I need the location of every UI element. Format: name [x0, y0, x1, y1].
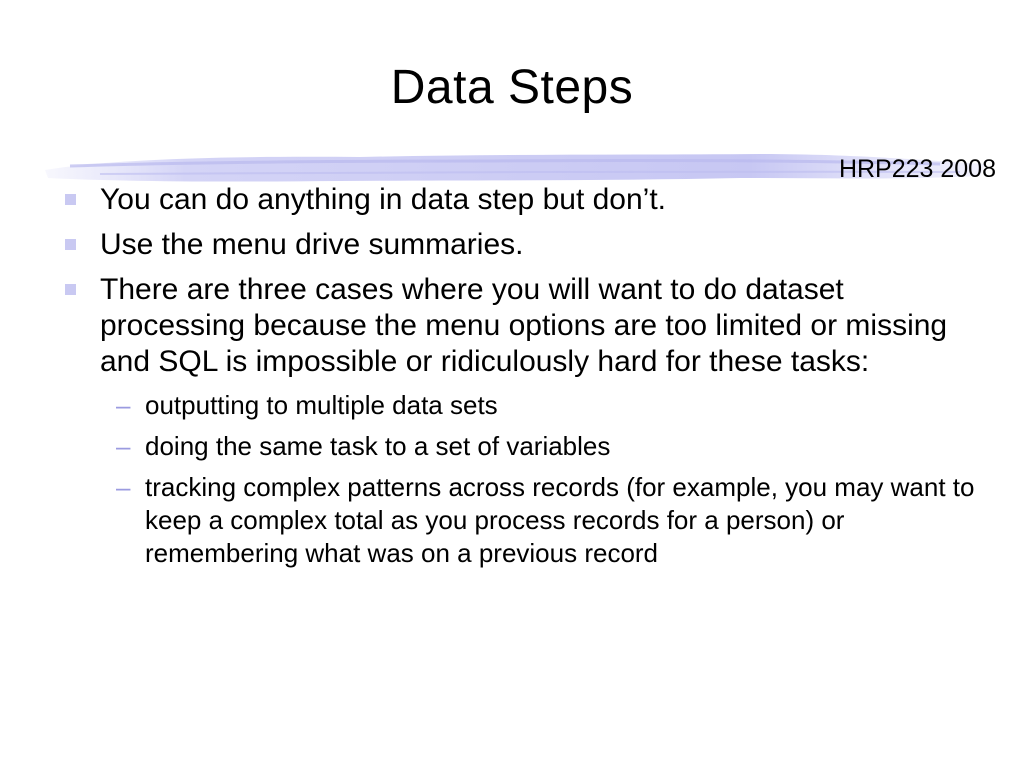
square-bullet-icon: [65, 194, 76, 205]
bullet-text: There are three cases where you will want to do dataset processing because the menu options are too limited or missing and SQL is impossible or ridiculously hard for these tasks:: [100, 273, 948, 378]
slide-body: [62, 182, 982, 578]
square-bullet-icon: [65, 284, 76, 295]
bullet-item: [62, 272, 982, 380]
course-tag: HRP223 2008: [838, 155, 996, 183]
sub-bullet-text: outputting to multiple data sets: [145, 390, 498, 420]
sub-bullet-text: doing the same task to a set of variables: [145, 431, 611, 461]
bullet-text: Use the menu drive summaries.: [100, 228, 524, 261]
sub-bullet-item: [62, 471, 982, 570]
slide-title: Data Steps: [390, 61, 634, 114]
sub-bullet-item: [62, 430, 982, 463]
sub-bullet-text: tracking complex patterns across records (for example, you may want to keep a complex total as you process records for a person) or remembering what was on a previous record: [145, 472, 975, 568]
dash-bullet-icon: –: [116, 390, 131, 420]
square-bullet-icon: [65, 239, 76, 250]
dash-bullet-icon: –: [116, 431, 131, 461]
bullet-text: You can do anything in data step but don’t.: [100, 183, 667, 216]
bullet-item: [62, 227, 982, 263]
sub-bullet-item: [62, 389, 982, 422]
sub-bullet-list: [62, 389, 982, 570]
bullet-item: [62, 182, 982, 218]
dash-bullet-icon: –: [116, 472, 131, 502]
